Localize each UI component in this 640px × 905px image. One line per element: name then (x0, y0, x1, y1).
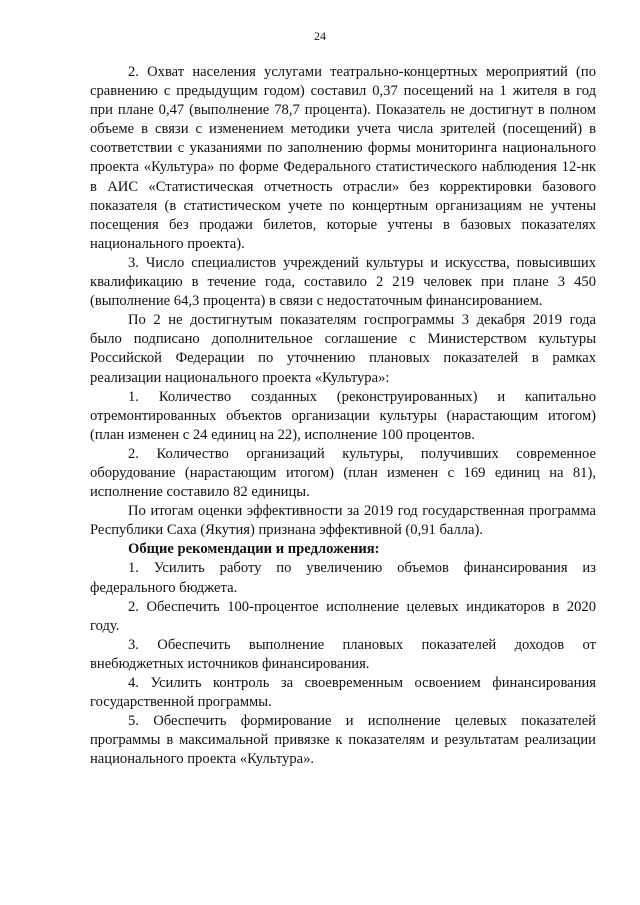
recommendation-item: 2. Обеспечить 100-процентое исполнение целевых индикаторов в 2020 году. (90, 598, 596, 634)
recommendations-heading: Общие рекомендации и предложения: (128, 541, 380, 558)
paragraph-attendance-indicator: 2. Охват населения услугами театрально-концертных мероприятий (по сравнению с предыдущим годом) составил 0,37 посещений на 1 жителя в год при плане 0,47 (выполнение 78,7 процента). Показатель не достигнут в полном объеме в связи с изменением методики учета числа зрителей (посещений) в соответствии с указаниями по заполнению формы мониторинга национального проекта «Культура» по форме Федерального статистического наблюдения 12-нк в АИС «Статистическая отчетность отрасли» без корректировки базового показателя (в статистическом учете по концертным организациям не учтены посещения без продажи билетов, которые учтены в базовых показателях национального проекта). (90, 64, 596, 252)
recommendation-item: 3. Обеспечить выполнение плановых показателей доходов от внебюджетных источников финансирования. (90, 636, 596, 672)
paragraph-additional-agreement: По 2 не достигнутым показателям госпрограммы 3 декабря 2019 года было подписано дополнительное соглашение с Министерством культуры Российской Федерации по уточнению плановых показателей в рамках реализации национального проекта «Культура»: (90, 312, 596, 386)
recommendation-item: 1. Усилить работу по увеличению объемов финансирования из федерального бюджета. (90, 560, 596, 596)
paragraph-cultural-objects: 1. Количество созданных (реконструированных) и капитально отремонтированных объектов организации культуры (нарастающим итогом) (план изменен с 24 единиц на 22), исполнение 100 процентов. (90, 388, 596, 443)
paragraph-specialists-indicator: 3. Число специалистов учреждений культуры и искусства, повысивших квалификацию в течение года, составило 2 219 человек при плане 3 450 (выполнение 64,3 процента) в связи с недостаточным финансированием. (90, 254, 596, 310)
paragraph-equipment: 2. Количество организаций культуры, получивших современное оборудование (нарастающим итогом) (план изменен с 169 единиц на 81), исполнение составило 82 единицы. (90, 445, 596, 501)
paragraph-efficiency-assessment: По итогам оценки эффективности за 2019 год государственная программа Республики Саха (Якутия) признана эффективной (0,91 балла). (90, 503, 596, 539)
recommendation-item: 5. Обеспечить формирование и исполнение целевых показателей программы в максимальной привязке к показателям и результатам реализации национального проекта «Культура». (90, 713, 596, 768)
recommendation-item: 4. Усилить контроль за своевременным освоением финансирования государственной программы. (90, 675, 596, 711)
page-number: 24 (314, 29, 326, 43)
document-body (90, 63, 596, 769)
